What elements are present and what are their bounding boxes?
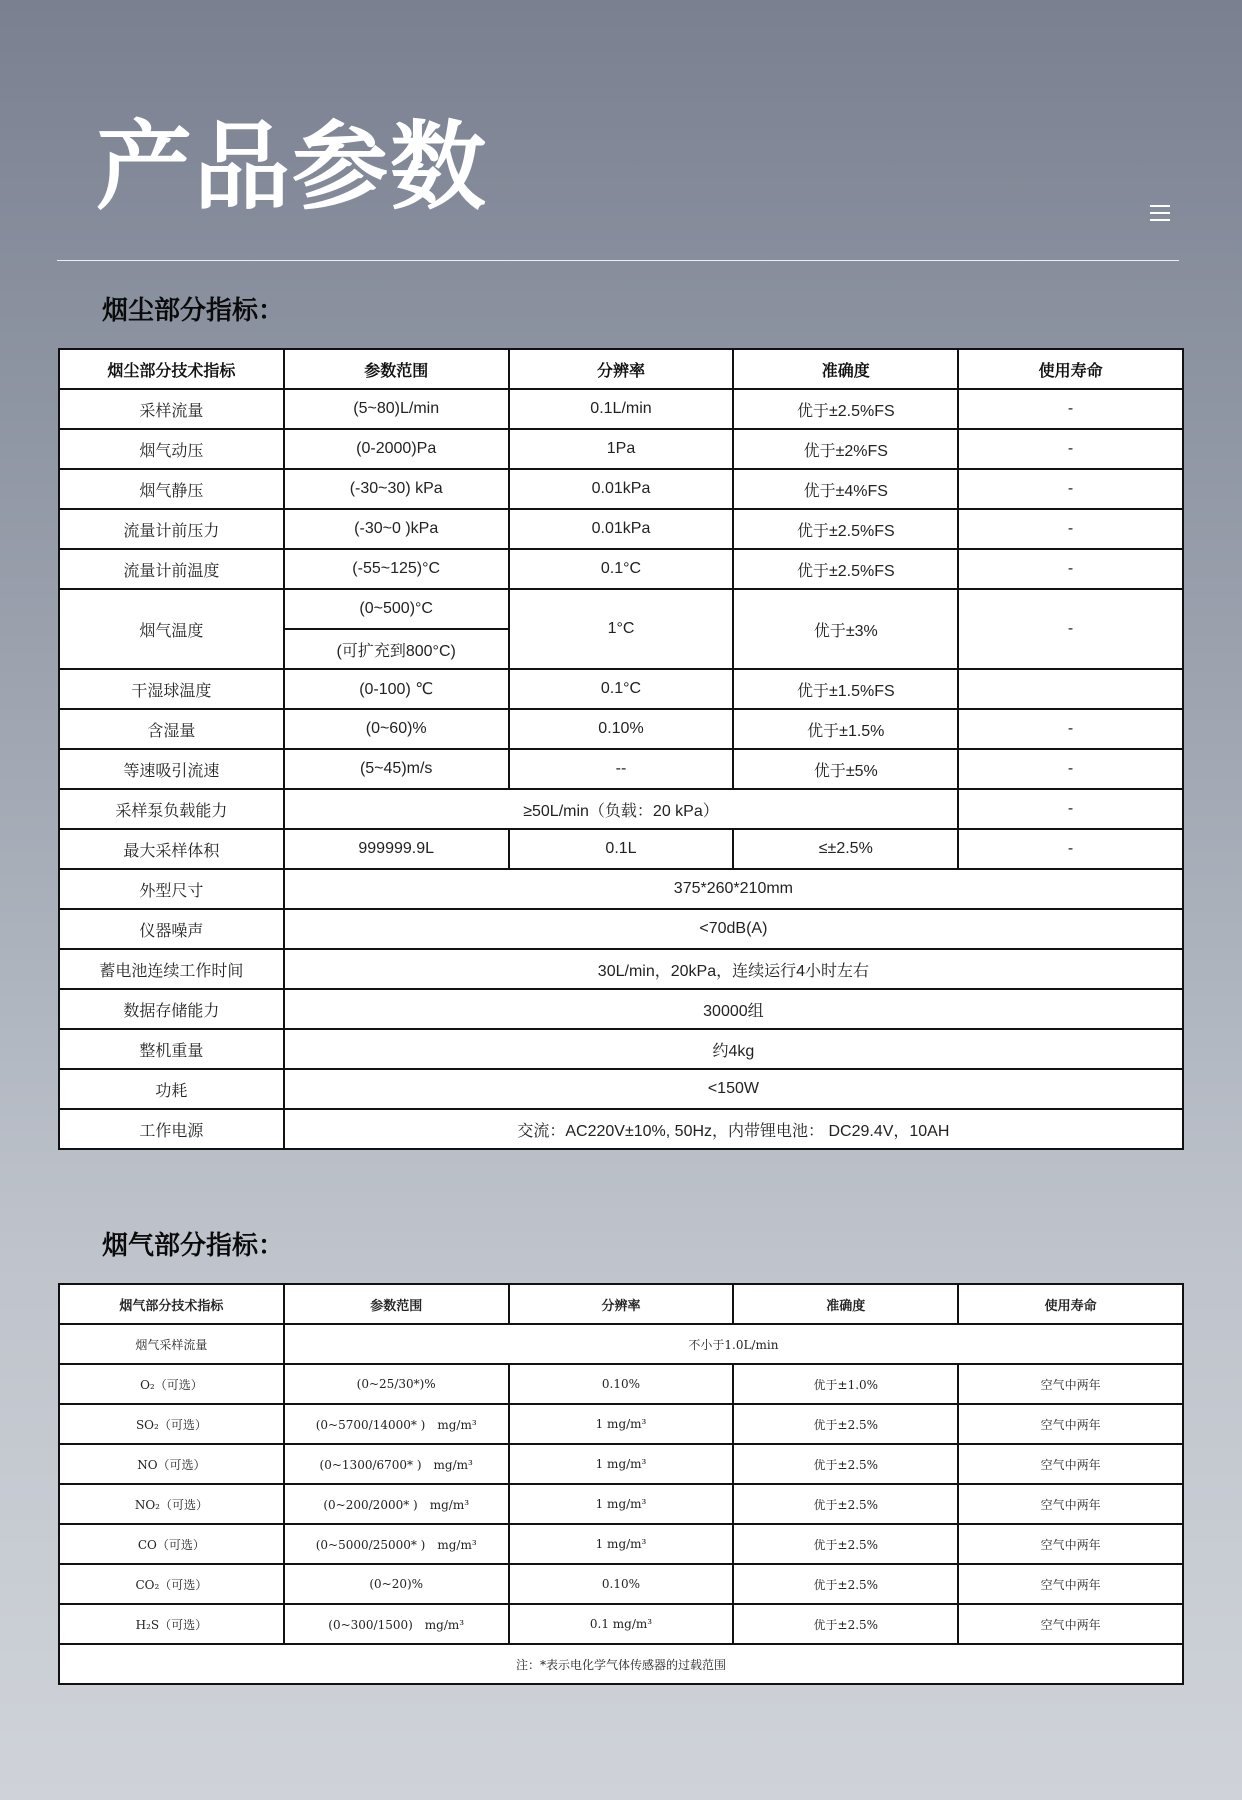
- table-cell: 仪器噪声: [59, 909, 284, 949]
- table-cell: H₂S（可选）: [59, 1604, 284, 1644]
- header-cell: 分辨率: [509, 1284, 734, 1324]
- table-cell: 烟气动压: [59, 429, 284, 469]
- table-row: [59, 789, 1183, 829]
- table-row: [59, 909, 1183, 949]
- table-cell: (0~20)%: [284, 1564, 509, 1604]
- table-cell: 优于±5%: [733, 749, 958, 789]
- table-cell: 1 mg/m³: [509, 1524, 734, 1564]
- table-cell: -: [958, 549, 1183, 589]
- table-row: [59, 509, 1183, 549]
- table-cell: 优于±1.0%: [733, 1364, 958, 1404]
- table-cell: (0~200/2000* ) mg/m³: [284, 1484, 509, 1524]
- table-cell: NO（可选）: [59, 1444, 284, 1484]
- table-cell: -: [958, 469, 1183, 509]
- table-row: [59, 389, 1183, 429]
- table-cell: 约4kg: [284, 1029, 1183, 1069]
- table-cell: 工作电源: [59, 1109, 284, 1149]
- table-cell: 优于±2.5%: [733, 1524, 958, 1564]
- table-cell: -: [958, 429, 1183, 469]
- table-row: [59, 429, 1183, 469]
- table-cell: 数据存储能力: [59, 989, 284, 1029]
- table-row: [59, 1364, 1183, 1404]
- table-cell: 最大采样体积: [59, 829, 284, 869]
- table-cell: 优于±1.5%: [733, 709, 958, 749]
- table-cell: 外型尺寸: [59, 869, 284, 909]
- table-row: [59, 589, 1183, 629]
- table-cell: (-55~125)°C: [284, 549, 509, 589]
- table-cell: (0-100) ℃: [284, 669, 509, 709]
- table-cell: 整机重量: [59, 1029, 284, 1069]
- table-cell: (-30~0 )kPa: [284, 509, 509, 549]
- table-cell: O₂（可选）: [59, 1364, 284, 1404]
- table-cell: CO₂（可选）: [59, 1564, 284, 1604]
- table-row: [59, 1444, 1183, 1484]
- table-row: [59, 1644, 1183, 1684]
- hamburger-menu-icon[interactable]: [1150, 205, 1170, 223]
- table-cell: 1 mg/m³: [509, 1444, 734, 1484]
- gas-spec-table: [58, 1283, 1184, 1685]
- table-cell: -: [958, 509, 1183, 549]
- table-row: [59, 549, 1183, 589]
- table-cell: 0.1L: [509, 829, 734, 869]
- table-cell: 采样泵负载能力: [59, 789, 284, 829]
- table-cell: 0.10%: [509, 1364, 734, 1404]
- table-header-row: [59, 1284, 1183, 1324]
- table-cell: 优于±2.5%FS: [733, 389, 958, 429]
- dust-spec-table: [58, 348, 1184, 1150]
- table-cell: (0~1300/6700* ) mg/m³: [284, 1444, 509, 1484]
- table-cell: 30000组: [284, 989, 1183, 1029]
- table-cell: (5~80)L/min: [284, 389, 509, 429]
- table-cell: -: [958, 589, 1183, 669]
- table-row: [59, 1524, 1183, 1564]
- table-cell: 干湿球温度: [59, 669, 284, 709]
- table-cell: 不小于1.0L/min: [284, 1324, 1183, 1364]
- table-row: [59, 1404, 1183, 1444]
- table-cell: 优于±2.5%FS: [733, 509, 958, 549]
- table-cell: <70dB(A): [284, 909, 1183, 949]
- dust-section-title: 烟尘部分指标：: [102, 295, 285, 325]
- table-cell: ≤±2.5%: [733, 829, 958, 869]
- table-cell: -: [958, 709, 1183, 749]
- table-row: [59, 1324, 1183, 1364]
- table-cell: -: [958, 789, 1183, 829]
- table-cell: 采样流量: [59, 389, 284, 429]
- header-cell: 使用寿命: [958, 1284, 1183, 1324]
- table-row: [59, 1564, 1183, 1604]
- table-row: [59, 749, 1183, 789]
- table-row: [59, 1029, 1183, 1069]
- gas-section-title: 烟气部分指标：: [102, 1230, 285, 1260]
- header-cell: 参数范围: [284, 349, 509, 389]
- table-row: [59, 1069, 1183, 1109]
- table-cell: 0.1L/min: [509, 389, 734, 429]
- table-cell: 等速吸引流速: [59, 749, 284, 789]
- table-cell: (0~300/1500) mg/m³: [284, 1604, 509, 1644]
- table-cell: 优于±2.5%: [733, 1604, 958, 1644]
- table-cell: 优于±2.5%: [733, 1564, 958, 1604]
- header-cell: 分辨率: [509, 349, 734, 389]
- table-cell: 烟气采样流量: [59, 1324, 284, 1364]
- header-cell: 准确度: [733, 1284, 958, 1324]
- table-cell: 交流：AC220V±10%, 50Hz，内带锂电池： DC29.4V，10AH: [284, 1109, 1183, 1149]
- table-row: [59, 829, 1183, 869]
- page-title: 产品参数: [96, 114, 488, 221]
- table-cell: 功耗: [59, 1069, 284, 1109]
- table-cell: (5~45)m/s: [284, 749, 509, 789]
- table-cell: 0.10%: [509, 709, 734, 749]
- table-cell: (-30~30) kPa: [284, 469, 509, 509]
- table-row: [59, 949, 1183, 989]
- table-cell: (0~25/30*)%: [284, 1364, 509, 1404]
- table-cell: 流量计前压力: [59, 509, 284, 549]
- table-cell: -: [958, 749, 1183, 789]
- table-cell: 优于±1.5%FS: [733, 669, 958, 709]
- table-cell: NO₂（可选）: [59, 1484, 284, 1524]
- table-cell: 1Pa: [509, 429, 734, 469]
- table-cell: --: [509, 749, 734, 789]
- table-cell: [958, 669, 1183, 709]
- table-row: [59, 869, 1183, 909]
- table-cell: 0.1°C: [509, 549, 734, 589]
- table-cell: 烟气静压: [59, 469, 284, 509]
- table-cell: 空气中两年: [958, 1364, 1183, 1404]
- table-header-row: [59, 349, 1183, 389]
- header-divider: [57, 260, 1179, 261]
- table-cell: 优于±2.5%FS: [733, 549, 958, 589]
- table-cell: 空气中两年: [958, 1524, 1183, 1564]
- table-cell: 999999.9L: [284, 829, 509, 869]
- table-cell: 优于±2.5%: [733, 1484, 958, 1524]
- header-cell: 烟尘部分技术指标: [59, 349, 284, 389]
- table-row: [59, 469, 1183, 509]
- table-cell: <150W: [284, 1069, 1183, 1109]
- table-cell: 优于±2.5%: [733, 1444, 958, 1484]
- table-cell: 30L/min，20kPa，连续运行4小时左右: [284, 949, 1183, 989]
- table-cell: 1 mg/m³: [509, 1484, 734, 1524]
- table-cell: 0.01kPa: [509, 509, 734, 549]
- table-cell: 空气中两年: [958, 1444, 1183, 1484]
- table-row: [59, 1484, 1183, 1524]
- table-row: [59, 1109, 1183, 1149]
- table-cell: (0~500)°C: [284, 589, 509, 629]
- table-cell: (0-2000)Pa: [284, 429, 509, 469]
- table-cell: 流量计前温度: [59, 549, 284, 589]
- header-cell: 使用寿命: [958, 349, 1183, 389]
- header-cell: 准确度: [733, 349, 958, 389]
- table-cell: -: [958, 389, 1183, 429]
- table-cell: ≥50L/min（负载：20 kPa）: [284, 789, 958, 829]
- header-cell: 烟气部分技术指标: [59, 1284, 284, 1324]
- table-cell: 0.01kPa: [509, 469, 734, 509]
- table-cell: 空气中两年: [958, 1604, 1183, 1644]
- table-cell: (0~5000/25000* ) mg/m³: [284, 1524, 509, 1564]
- table-cell: -: [958, 829, 1183, 869]
- table-cell: 优于±4%FS: [733, 469, 958, 509]
- table-row: [59, 709, 1183, 749]
- table-cell: 空气中两年: [958, 1564, 1183, 1604]
- table-cell: 0.1 mg/m³: [509, 1604, 734, 1644]
- table-cell: 375*260*210mm: [284, 869, 1183, 909]
- table-row: [59, 989, 1183, 1029]
- table-cell: 蓄电池连续工作时间: [59, 949, 284, 989]
- table-cell: SO₂（可选）: [59, 1404, 284, 1444]
- table-cell: 1 mg/m³: [509, 1404, 734, 1444]
- table-cell: 1°C: [509, 589, 734, 669]
- table-cell: CO（可选）: [59, 1524, 284, 1564]
- table-cell: (0~5700/14000* ) mg/m³: [284, 1404, 509, 1444]
- table-cell: 0.10%: [509, 1564, 734, 1604]
- table-row: [59, 669, 1183, 709]
- table-cell: 烟气温度: [59, 589, 284, 669]
- header-cell: 参数范围: [284, 1284, 509, 1324]
- table-cell: 空气中两年: [958, 1484, 1183, 1524]
- table-cell: 优于±2.5%: [733, 1404, 958, 1444]
- table-cell: (0~60)%: [284, 709, 509, 749]
- table-cell: 空气中两年: [958, 1404, 1183, 1444]
- table-note: 注：*表示电化学气体传感器的过载范围: [59, 1644, 1183, 1684]
- table-row: [59, 1604, 1183, 1644]
- table-cell: (可扩充到800°C): [284, 629, 509, 669]
- table-cell: 优于±3%: [733, 589, 958, 669]
- table-cell: 0.1°C: [509, 669, 734, 709]
- table-cell: 优于±2%FS: [733, 429, 958, 469]
- table-cell: 含湿量: [59, 709, 284, 749]
